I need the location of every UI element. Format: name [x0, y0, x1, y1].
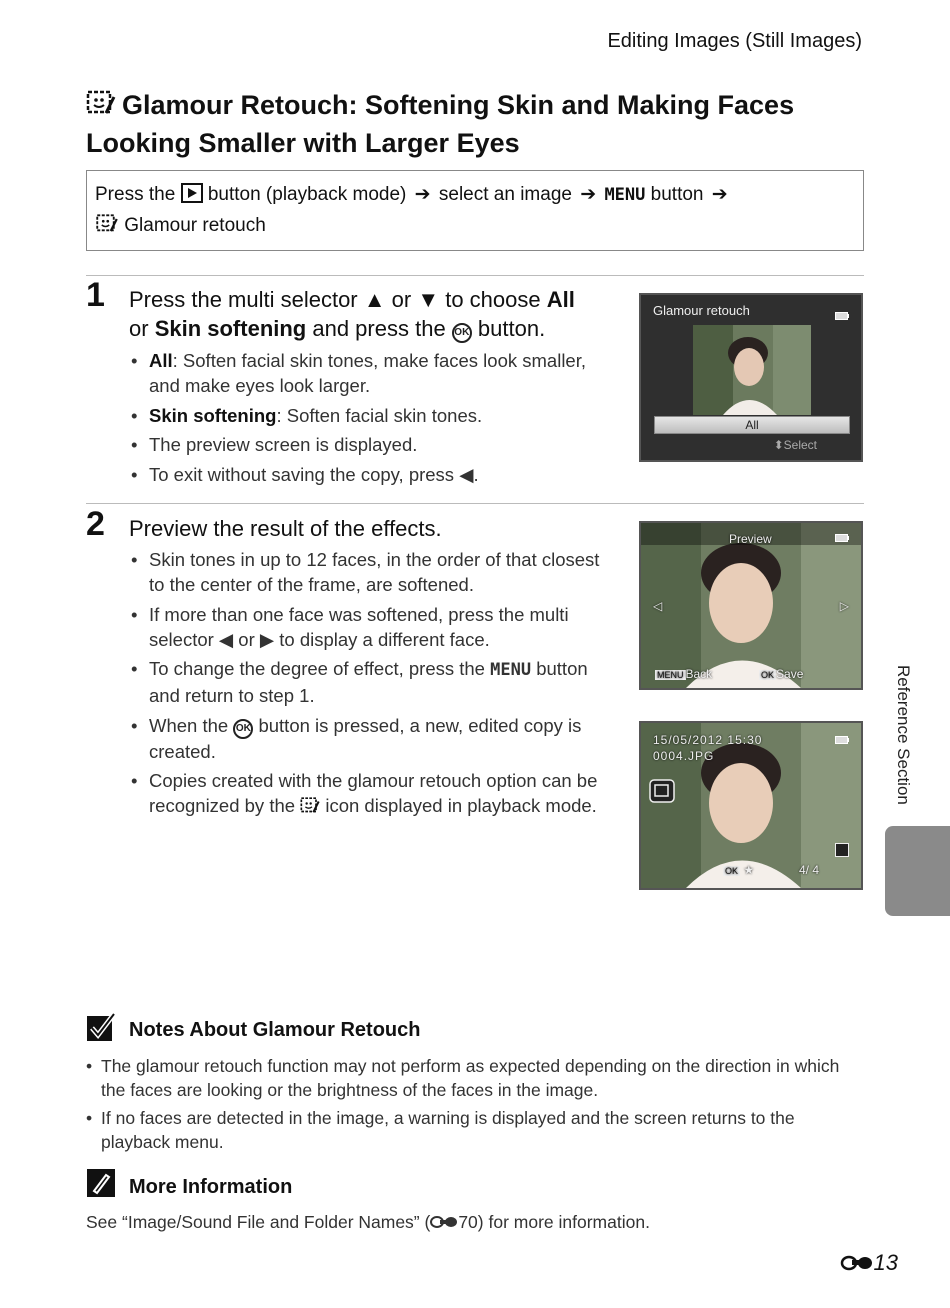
reference-icon	[840, 1250, 874, 1275]
section-title: Editing Images (Still Images)	[607, 30, 862, 52]
list-item: • To exit without saving the copy, press ◀.	[129, 462, 609, 487]
step-2-bullets	[129, 547, 609, 823]
up-arrow-icon: ▲	[363, 287, 386, 312]
list-item: • The preview screen is displayed.	[129, 432, 609, 457]
list-item: • Copies created with the glamour retouch option can be recognized by the icon displayed in playback mode.	[129, 768, 609, 818]
selected-option: All	[654, 416, 850, 434]
list-item: • When the OK button is pressed, a new, edited copy is created.	[129, 713, 609, 764]
right-arrow-icon: ▶	[259, 628, 275, 650]
menu-button-glyph: MENU	[604, 185, 646, 205]
list-item: • If no faces are detected in the image, a warning is displayed and the screen returns to the playback menu.	[86, 1106, 866, 1154]
list-item: • To change the degree of effect, press the MENU button and return to step 1.	[129, 656, 609, 708]
screen-title: Preview	[729, 532, 772, 546]
divider	[86, 275, 864, 276]
menu-path-box	[86, 170, 864, 251]
battery-icon	[835, 531, 849, 545]
path-text: select an image	[438, 184, 572, 205]
step-number: 2	[86, 505, 105, 543]
menu-button-glyph: MENU	[490, 660, 532, 680]
left-arrow-icon: ◁	[653, 599, 663, 613]
camera-screen-playback	[639, 721, 863, 890]
ok-button-icon: OK	[233, 719, 253, 739]
screen-title: Glamour retouch	[653, 303, 750, 318]
playback-button-icon	[181, 183, 203, 212]
page-number: 13	[840, 1250, 898, 1276]
notes-list	[86, 1054, 866, 1158]
reference-icon	[430, 1212, 458, 1232]
left-arrow-icon: ◀	[218, 628, 234, 650]
path-text: button (playback mode)	[207, 184, 407, 205]
step-number: 1	[86, 276, 105, 314]
title-line-2: Looking Smaller with Larger Eyes	[86, 128, 520, 158]
portrait-photo	[641, 523, 861, 688]
step-heading: Press the multi selector ▲ or ▼ to choose All or Skin softening and press the OK button.	[129, 287, 575, 341]
select-hint: ⬍Select	[773, 438, 817, 452]
left-arrow-icon: ◀	[459, 463, 474, 485]
glamour-retouch-icon	[95, 213, 119, 243]
pencil-note-icon	[86, 1168, 116, 1198]
battery-icon	[835, 307, 849, 325]
camera-screen-glamour-menu	[639, 293, 863, 462]
list-item: • The glamour retouch function may not perform as expected depending on the direction in which the faces are looking or the brightness of the faces in the image.	[86, 1054, 866, 1102]
title-line-1: Glamour Retouch: Softening Skin and Making Faces	[122, 90, 795, 120]
checkmark-note-icon	[86, 1012, 116, 1042]
notes-title: Notes About Glamour Retouch	[129, 1019, 421, 1041]
step-heading: Preview the result of the effects.	[129, 516, 442, 541]
camera-screen-preview	[639, 521, 863, 690]
side-tab	[885, 826, 950, 916]
back-hint: MENU Back	[657, 667, 713, 681]
image-counter: 4/ 4	[799, 863, 820, 877]
glamour-retouch-icon	[649, 779, 675, 806]
file-name: 0004.JPG	[653, 749, 715, 763]
save-hint: OK Save	[761, 667, 804, 681]
date-time: 15/05/2012 15:30	[653, 733, 763, 747]
arrow-icon: ➔	[580, 184, 597, 205]
path-text: Press the	[95, 184, 176, 205]
right-arrow-icon: ▷	[839, 599, 849, 613]
ok-button-icon: OK	[452, 323, 472, 343]
path-text: button	[650, 184, 704, 205]
ok-rating-hint: OK ★	[725, 863, 755, 877]
divider	[86, 503, 864, 504]
list-item: • All: Soften facial skin tones, make faces look smaller, and make eyes look larger.	[129, 348, 609, 398]
page-title	[86, 88, 886, 161]
arrow-icon: ➔	[414, 184, 431, 205]
path-text: Glamour retouch	[124, 215, 266, 236]
side-tab-label: Reference Section	[894, 665, 913, 805]
more-info-text: See “Image/Sound File and Folder Names” ( 70) for more information.	[86, 1212, 650, 1232]
arrow-icon: ➔	[711, 184, 728, 205]
more-info-title: More Information	[129, 1176, 293, 1198]
list-item: • If more than one face was softened, press the multi selector ◀ or ▶ to display a different face.	[129, 602, 609, 652]
step-1-bullets	[129, 348, 609, 491]
list-item: • Skin tones in up to 12 faces, in the order of that closest to the center of the frame, are softened.	[129, 547, 609, 597]
battery-icon	[835, 733, 849, 747]
star-icon: ★	[743, 863, 755, 877]
portrait-photo	[693, 325, 811, 415]
image-size-icon	[835, 843, 849, 860]
glamour-retouch-icon	[300, 795, 320, 816]
down-arrow-icon: ▼	[417, 287, 440, 312]
up-down-icon: ⬍	[773, 438, 784, 452]
glamour-retouch-icon	[86, 89, 116, 126]
list-item: • Skin softening: Soften facial skin tones.	[129, 403, 609, 428]
